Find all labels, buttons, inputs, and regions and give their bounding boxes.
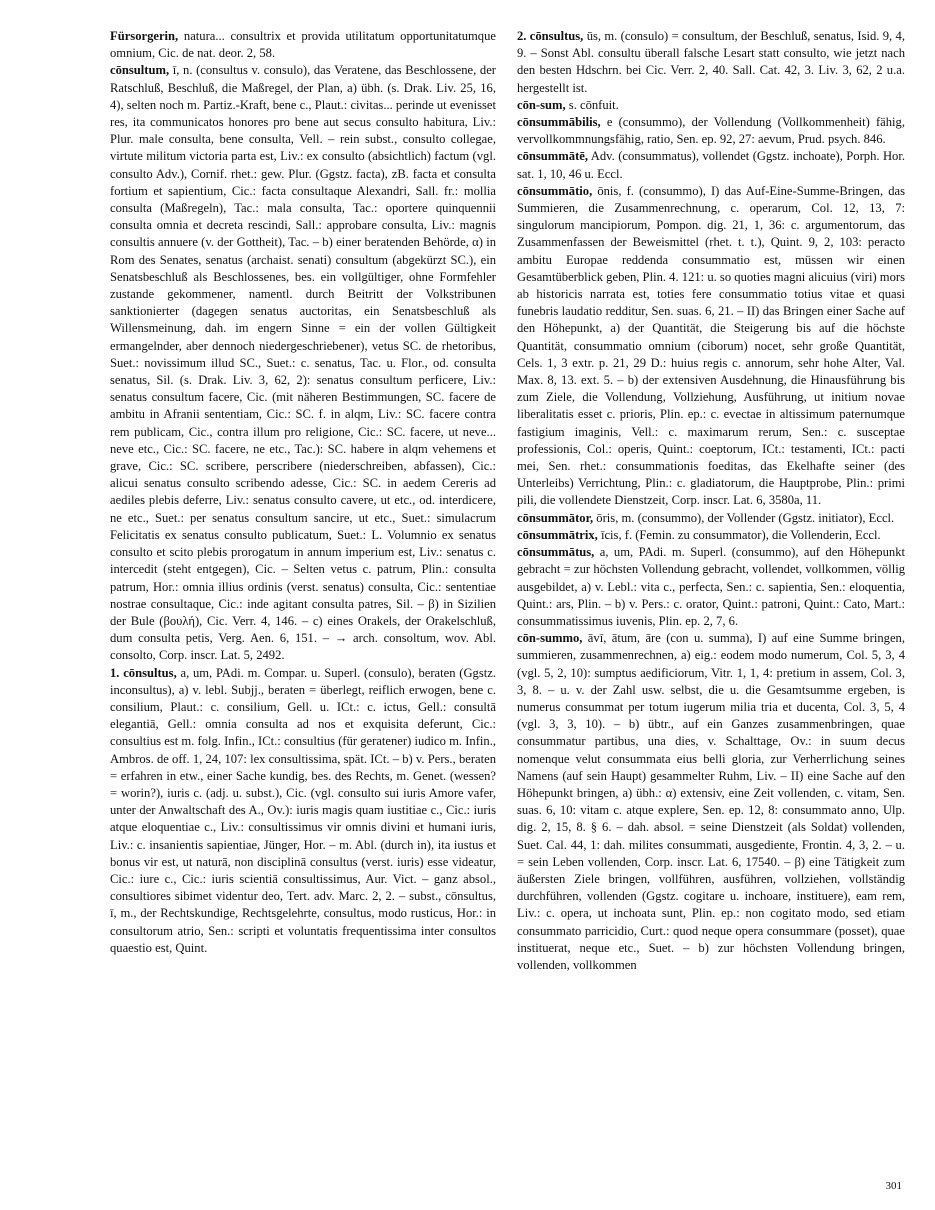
page-number: 301 xyxy=(885,1180,902,1192)
entry-headword: cōnsummātio, xyxy=(517,183,593,198)
dictionary-entry xyxy=(110,62,496,664)
entry-text: īcis, f. (Femin. zu consummator), die Vollenderin, Eccl. xyxy=(597,527,881,542)
entry-text: natura... consultrix et provida utilitatum opportunitatumque omnium, Cic. de nat. deor. 2, 58. xyxy=(110,29,496,61)
entry-text: ūs, m. (consulo) = consultum, der Beschluß, senatus, Isid. 9, 4, 9. – Sonst Abl. consultu überall falsche Lesart statt consulto, wie jetzt nach den besten Hdschrn. bei Cic. Verr. 2, 40. Sall. Cat. 42, 3. Liv. 3, 62, 2 u.a. hergestellt ist. xyxy=(517,29,905,95)
dictionary-entry xyxy=(517,28,905,97)
entry-text: a, um, PAdi. m. Compar. u. Superl. (consulo), beraten (Ggstz. inconsultus), a) v. lebl. Subjj., beraten = überlegt, reiflich erwogen, bene c. consilium, Plaut.: c. consilium, Gell. u. ICt.: c. ictus, Gell.: consultā elegantiā, Gell.: omnia consulta ad nos et exquisita deferunt, Cic.: consultius est m. folg. Infin., ICt.: consultius (für geratener) iudico m. Infin., Ambros. de off. 1, 24, 107: lex consultissima, spät. ICt. – b) v. Pers., beraten = erfahren in etw., einer Sache kundig, bes. des Rechts, m. Genet. (wessen? = worin?), iuris c. (adj. u. subst.), Cic. (vgl. consulto sui iuris Amore vafer, unter der Anwaltschaft des A., Ov.): iuris magis quam iustitiae c., Cic.: iuris atque eloquentiae c., Liv.: consultissimus vir omnis divini et humani iuris, Liv.: c. insanientis sapientiae, Jünger, Hor. – m. Abl. (durch in), ita iustus et bonus vir est, ut naturā, non disciplinā consultus (verst. iuris) esse videatur, Cic.: iure c., Cic.: iuris scientiā consultissimus, Aur. Vict. – ganz absol., consultiores sibimet videntur deo, Tert. adv. Marc. 2, 2. – subst., cōnsultus, ī, m., der Rechtskundige, Rechtsgelehrte, consultus, modo rusticus, Hor.: in consultorum atrio, Sen.: scripti et voluntatis frequentissima inter consultos quaestio est, Quint. xyxy=(110,665,496,955)
dictionary-entry xyxy=(517,114,905,148)
entry-text: ōnis, f. (consummo), I) das Auf-Eine-Summe-Bringen, das Summieren, die Zusammenrechnung, c. operarum, Col. 12, 13, 7: singulorum mancipiorum, Pompon. dig. 21, 1, 36: c. argumentorum, das Zusammenfassen der Beweismittel (rhet. t. t.), Quint. 9, 2, 103: peracto ambitu Europae reddenda consummatio est, müssen wir einen Gesamtüberblick geben, Plin. 4. 121: u. so quoties magni alicuius (viri) mors ab historicis narrata est, toties fere consummatio totius vitae et quasi funebris laudatio redditur, Sen. suas. 6, 21. – II) das Bringen einer Sache auf den Höhepunkt, a) der Quantität, die Steigerung bis auf die höchste Quantität, consummatio omnium (ciborum) nocet, sehr große Quantität, Cels. 1, 3 extr. p. 21, 29 D.: huius regis c. annorum, sehr hohe Alter, Val. Max. 8, 13. ext. 5. – b) der extensiven Ausdehnung, die Hinausführung bis zum Ziele, die Vollendung, Vollziehung, Ausführung, ut initium novae liberalitatis esset c. prioris, Plin. ep.: c. evectae in altissimum paternumque fastigium imaginis, Vell.: c. maximarum rerum, Sen.: c. susceptae professionis, Col.: operis, Quint.: coeptorum, ICt.: testamenti, ICt.: pacti mei, Sen. rhet.: consummationis foeditas, das Ekelhafte seiner (des Unterleibs) Verrichtung, Plin.: c. gladiatorum, die Hauptprobe, Plin.: primi pili, die vollendete Dienstzeit, Corp. inscr. Lat. 6, 3580a, 11. xyxy=(517,183,905,508)
entry-headword: Fürsorgerin, xyxy=(110,29,179,43)
entry-headword: cōnsultum, xyxy=(110,63,170,78)
entry-headword: 2. cōnsultus, xyxy=(517,29,584,43)
entry-headword: cōn-summo, xyxy=(517,631,583,646)
entry-headword: cōnsummātus, xyxy=(517,545,595,560)
entry-text: e (consummo), der Vollendung (Vollkommenheit) fähig, vervollkommnungsfähig, ratio, Sen. ep. 92, 27: aevum, Prud. psych. 846. xyxy=(517,115,905,147)
entry-headword: cōnsummābilis, xyxy=(517,115,601,130)
entry-headword: cōnsummātē, xyxy=(517,149,589,164)
entry-text: a, um, PAdi. m. Superl. (consummo), auf den Höhepunkt gebracht = zur höchsten Vollendung gebracht, vollendet, vollkommen, völlig ausgebildet, a) v. Lebl.: vita c., perfecta, Sen.: c. sapientia, Sen.: eloquentia, Quint.: ars, Plin. – b) v. Pers.: c. orator, Quint.: patroni, Quint.: Cato, Mart.: consummatissimus iuvenis, Plin. ep. 2, 7, 6. xyxy=(517,545,905,628)
dictionary-entry xyxy=(517,630,905,974)
entry-headword: 1. cōnsultus, xyxy=(110,665,177,680)
entry-text: Adv. (consummatus), vollendet (Ggstz. inchoate), Porph. Hor. sat. 1, 10, 46 u. Eccl. xyxy=(517,149,905,181)
entry-headword: cōnsummātrix, xyxy=(517,527,598,542)
dictionary-entry xyxy=(517,527,905,544)
entry-text: ī, n. (consultus v. consulo), das Veratene, das Beschlossene, der Ratschluß, Beschluß, die Maßregel, der Plan, a) übh. (s. Drak. Liv. 25, 16, 4), selten noch m. Partiz.-Kraft, bene c., Plaut.: civitas... perinde ut evenisset res, ita communicatos honores pro bene aut secus consulto habitura, Liv.: Plur. male consulta, bene consulta, Vell. – rein subst., consulto collegae, virtute militum victoria parta est, Liv.: ex consulto (absichtlich) factum (vgl. consulto Adv.), Cornif. rhet.: gew. Plur. (Ggstz. facta), zB. facta et consulta fortium et sapientium, Cic.: facta consultaque Alexandri, Sall. fr.: mollia consulta (Maßregeln), Tac.: mala consulta, Tac.: oportere quinquennii consulta omnia et decreta rescindi, Sall.: approbare consulta, Liv.: magnis consultis annuere (v. der Gottheit), Tac. – b) einer beratenden Behörde, α) in Rom des Senates, senatus (archaist. senati) consultum (abgekürzt SC.), ein Senatsbeschluß als Beschlossenes, bes. ein vollgültiger, ohne Formfehler zustande gekommener, namentl. durch Beitritt der Volkstribunen sanktionierter (dagegen senatus auctoritas, ein Senatsbeschluß als Willensmeinung, dah. im engern Sinne = ein der vollen Gültigkeit ermangelnder, aber dennoch niedergeschriebener), vetus SC. de rhetoribus, Suet.: novissimum illud SC., Suet.: c. senatus, Tac. u. Flor., od. consulta senatus, Sil. (s. Drak. Liv. 3, 62, 2): senatus consultum perficere, Liv.: senatus consultum facere, Cic. (mit näheren Bestimmungen, SC. facere de ambitu in Afranii sententiam, Cic.: SC. f. in alqm, Liv.: SC. facere contra rem publicam, Cic., contra illum pro religione, Cic.: SC. facere, ut neve... neve etc., Cic.: SC. facere, ne etc., Tac.): SC. habere in alqm vehemens et grave, Cic.: SC. scribere, perscribere (niederschreiben, abfassen), Cic.: alicui senatus consulto scribendo adesse, Cic.: SC. in aedem Cereris ad aediles plebis deferre, Liv.: senatus consulto cavere, ut etc., od. interdicere, ne etc., Suet.: per senatus consultum sancire, ut etc., Suet.: simulacrum Felicitatis ex senatus consulto publicatum, Suet.: L. Volumnio ex senatus consulto et scito plebis prorogatum in annum imperium est, Liv.: senatus c. intercedit (steht entgegen), Cic. – Selten vetus c. patrum, Plin.: consulta patrum, Hor.: omnia illius ordinis (verst. senatus) consulta, Cic.: sententiae nostrae consultaque, Cic.: inde agitant consulta patres, Sil. – β) in Sizilien der Bule (βουλή), Cic. Verr. 4, 146. – c) eines Orakels, der Orakelschluß, dum consulta petis, Verg. Aen. 6, 151. – → arch. consoltum, wov. Abl. consolto, Corp. inscr. Lat. 5, 2492. xyxy=(110,63,496,663)
entry-headword: cōnsummātor, xyxy=(517,510,594,525)
entry-text: ōris, m. (consummo), der Vollender (Ggstz. initiator), Eccl. xyxy=(593,510,895,525)
dictionary-entry xyxy=(517,148,905,182)
entry-headword: cōn-sum, xyxy=(517,97,566,112)
dictionary-entry xyxy=(110,28,496,62)
dictionary-entry xyxy=(517,183,905,510)
entry-text: āvī, ātum, āre (con u. summa), I) auf eine Summe bringen, summieren, zusammenrechnen, a) eig.: eodem modo numerum, Col. 5, 3, 4 (vgl. 5, 2, 10): sumptus aedificiorum, Vitr. 1, 1, 4: pretium in assem, Col. 3, 3, 8. – u. v. der Zahl usw. selbst, die u. die Gesamtsumme ergeben, is numerus consummat per totum iugerum milia tria et ducenta, Col. 3, 5, 4 (vgl. 3, 3, 10). – b) übtr., auf ein Ganzes zusammenbringen, quae consummatur partibus, una dies, v. Schalttage, Ov.: in suum decus nomenque velut consummata eius belli gloria, zur Verherrlichung seines Namens (auf sein Haupt) gesammelter Ruhm, Liv. – II) eine Sache auf den Höhepunkt bringen, a) übh.: α) extensiv, eine Zeit vollenden, c. vitam, Sen. suas. 6, 10: vitam c. atque explere, Sen. ep. 12, 8: consummato anno, Ulp. dig. 2, 15, 8. § 6. – dah. absol. = seine Dienstzeit (als Soldat) vollenden, Suet. Cal. 44, 1: dah. milites consummati, ausgediente, Frontin. 4, 3, 2. – u. = sein Leben vollenden, Corp. inscr. Lat. 6, 17540. – β) eine Tätigkeit zum äußersten Ziele bringen, vollführen, ausführen, vollziehen, vollständig durchführen, vollenden (Ggstz. cogitare u. inchoare, instituere), eam rem, Liv.: c. opera, ut inchoata sunt, Plin. ep.: non cogitato modo, sed etiam consummato parricidio, Curt.: quod neque opera consummare (posset), quae instituerat, neque etc., Suet. – b) zur höchsten Vollendung bringen, vollenden, vollkommen xyxy=(517,631,905,972)
dictionary-entry xyxy=(517,97,905,114)
dictionary-entry xyxy=(517,544,905,630)
dictionary-entry xyxy=(110,665,496,957)
dictionary-entry xyxy=(517,510,905,527)
entry-text: s. cōnfuit. xyxy=(565,97,619,112)
left-column xyxy=(110,28,496,957)
right-column xyxy=(517,28,905,974)
